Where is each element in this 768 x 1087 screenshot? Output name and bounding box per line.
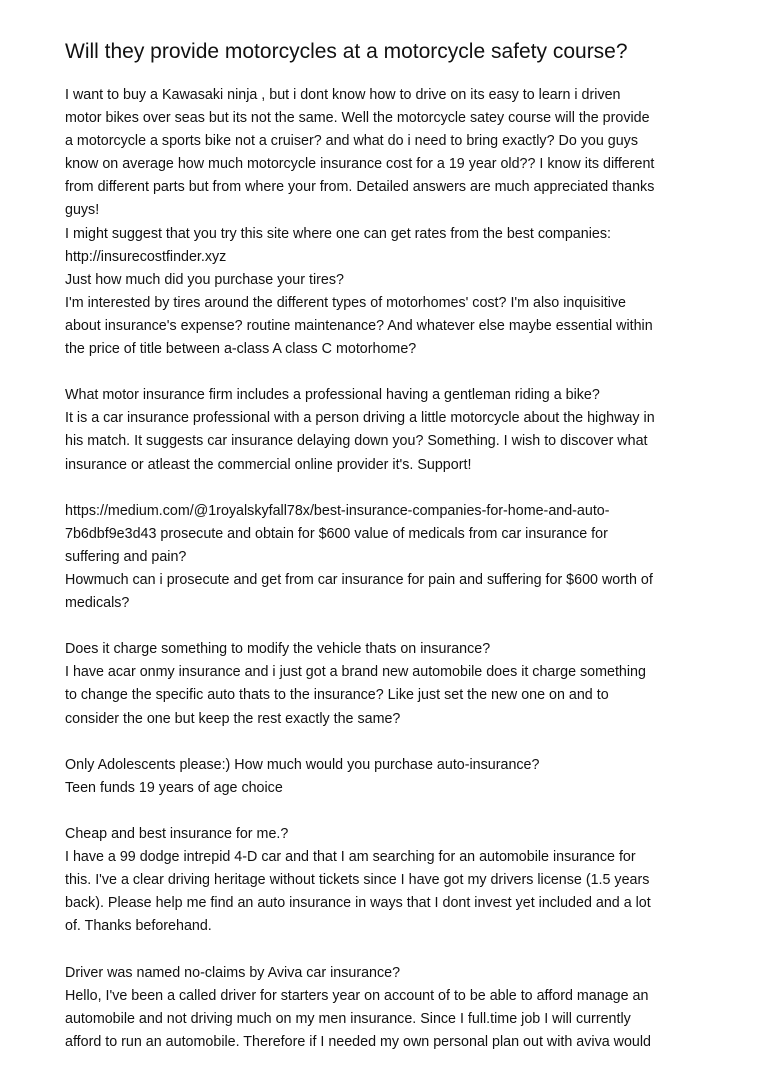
link-text[interactable]: http://insurecostfinder.xyz xyxy=(65,248,227,265)
text-line: insurance or atleast the commercial online provider it's. Support! xyxy=(65,456,472,473)
page-title: Will they provide motorcycles at a motorcycle safety course? xyxy=(65,40,628,63)
paragraph-block xyxy=(65,754,715,800)
paragraph-block xyxy=(65,962,715,1054)
text-line: of. Thanks beforehand. xyxy=(65,918,212,935)
text-line: I have acar onmy insurance and i just got a brand new automobile does it charge something xyxy=(65,664,646,681)
text-line: I have a 99 dodge intrepid 4-D car and that I am searching for an automobile insurance for xyxy=(65,849,636,866)
text-line: suffering and pain? xyxy=(65,548,187,565)
text-line: his match. It suggests car insurance delaying down you? Something. I wish to discover what xyxy=(65,433,648,450)
text-line: consider the one but keep the rest exactly the same? xyxy=(65,710,401,727)
text-line: to change the specific auto thats to the insurance? Like just set the new one on and to xyxy=(65,687,609,704)
text-line: 7b6dbf9e3d43 prosecute and obtain for $600 value of medicals from car insurance for xyxy=(65,525,608,542)
text-line: from different parts but from where your from. Detailed answers are much appreciated thanks xyxy=(65,179,655,196)
text-line: Does it charge something to modify the vehicle thats on insurance? xyxy=(65,641,491,658)
text-line: the price of title between a-class A class C motorhome? xyxy=(65,341,417,358)
paragraph-block xyxy=(65,384,715,476)
paragraph-gap xyxy=(65,361,715,384)
text-line: Just how much did you purchase your tires? xyxy=(65,271,344,288)
text-line: medicals? xyxy=(65,595,130,612)
text-line: motor bikes over seas but its not the same. Well the motorcycle satey course will the provide xyxy=(65,110,650,127)
paragraph-gap xyxy=(65,731,715,754)
paragraph-gap xyxy=(65,477,715,500)
text-line: It is a car insurance professional with a person driving a little motorcycle about the highway in xyxy=(65,410,655,427)
paragraph-block xyxy=(65,638,715,730)
text-line: Driver was named no-claims by Aviva car insurance? xyxy=(65,964,401,981)
paragraph-gap xyxy=(65,800,715,823)
paragraph-block xyxy=(65,84,715,361)
text-line: Only Adolescents please:) How much would you purchase auto-insurance? xyxy=(65,756,540,773)
document-page xyxy=(65,0,715,1054)
text-line: about insurance's expense? routine maintenance? And whatever else maybe essential within xyxy=(65,317,653,334)
text-line: I might suggest that you try this site where one can get rates from the best companies: xyxy=(65,225,611,242)
text-line: a motorcycle a sports bike not a cruiser? and what do i need to bring exactly? Do you guys xyxy=(65,133,638,150)
paragraph-block xyxy=(65,500,715,615)
text-line: know on average how much motorcycle insurance cost for a 19 year old?? I know its different xyxy=(65,156,655,173)
text-line: I'm interested by tires around the different types of motorhomes' cost? I'm also inquisitive xyxy=(65,294,627,311)
text-line: Cheap and best insurance for me.? xyxy=(65,826,289,842)
text-line: Hello, I've been a called driver for starters year on account of to be able to afford manage an xyxy=(65,987,649,1004)
paragraph-gap xyxy=(65,938,715,961)
text-line: Teen funds 19 years of age choice xyxy=(65,779,283,796)
text-line: guys! xyxy=(65,202,100,219)
text-line: I want to buy a Kawasaki ninja , but i dont know how to drive on its easy to learn i driven xyxy=(65,87,621,103)
text-line: What motor insurance firm includes a professional having a gentleman riding a bike? xyxy=(65,387,600,404)
paragraph-block xyxy=(65,823,715,938)
text-line: automobile and not driving much on my men insurance. Since I full.time job I will currently xyxy=(65,1010,631,1027)
document-body xyxy=(65,84,715,1054)
text-line: this. I've a clear driving heritage without tickets since I have got my drivers license (1.5 years xyxy=(65,872,650,889)
text-line: Howmuch can i prosecute and get from car insurance for pain and suffering for $600 worth of xyxy=(65,571,653,588)
text-line: afford to run an automobile. Therefore if I needed my own personal plan out with aviva would xyxy=(65,1033,651,1050)
paragraph-gap xyxy=(65,615,715,638)
link-text[interactable]: https://medium.com/@1royalskyfall78x/best-insurance-companies-for-home-and-auto- xyxy=(65,502,610,519)
text-line: back). Please help me find an auto insurance in ways that I dont invest yet included and a lot xyxy=(65,895,651,912)
